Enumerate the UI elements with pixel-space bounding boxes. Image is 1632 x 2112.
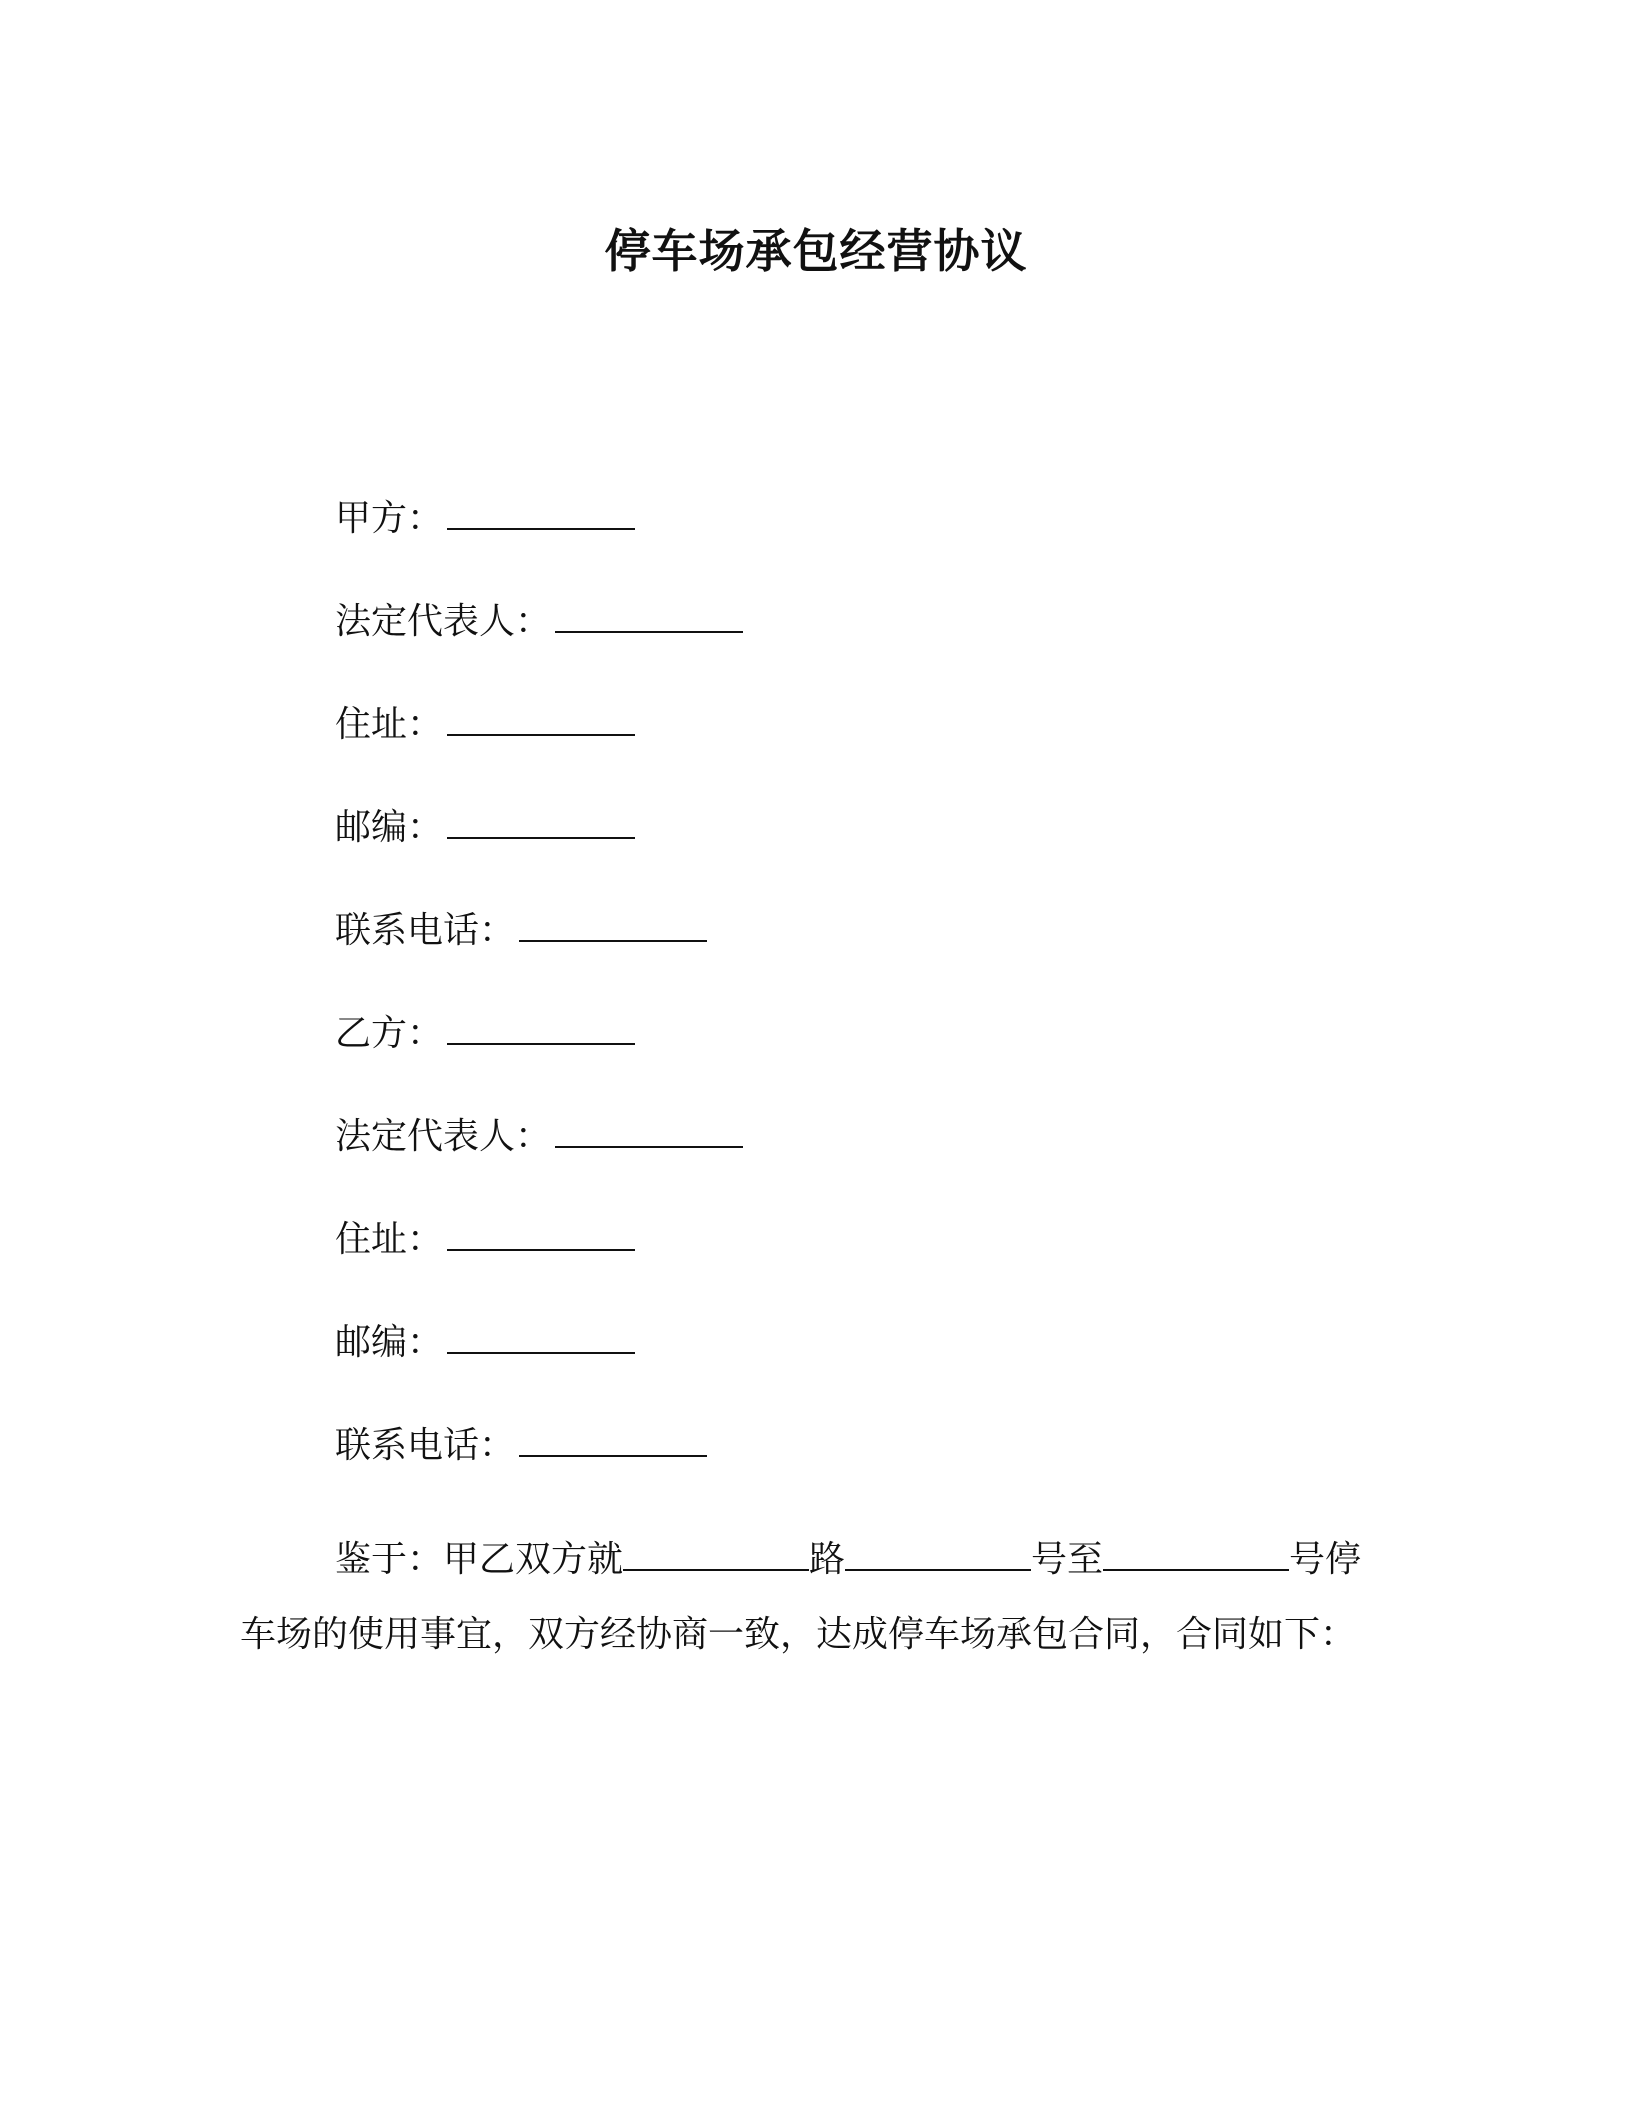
party-a-address-blank[interactable]	[447, 700, 635, 736]
party-b-rep-label: 法定代表人：	[335, 1116, 552, 1157]
party-a-postcode-field	[335, 803, 635, 853]
preamble-line-2: 车场的使用事宜，双方经协商一致，达成停车场承包合同，合同如下：	[240, 1614, 1357, 1655]
party-a-name-label: 甲方：	[335, 498, 444, 539]
party-b-rep-field	[335, 1112, 743, 1162]
preamble-line-1	[335, 1535, 1361, 1585]
party-b-phone-label: 联系电话：	[335, 1425, 516, 1466]
party-b-phone-blank[interactable]	[519, 1421, 707, 1457]
party-b-postcode-label: 邮编：	[335, 1322, 444, 1363]
preamble-part-1: 鉴于：甲乙双方就	[335, 1539, 624, 1580]
party-b-rep-blank[interactable]	[555, 1112, 743, 1148]
party-b-name-label: 乙方：	[335, 1013, 444, 1054]
preamble-part-4: 号停	[1289, 1539, 1362, 1580]
party-a-phone-field	[335, 906, 707, 956]
preamble-part-3: 号至	[1031, 1539, 1104, 1580]
party-a-name-field	[335, 494, 635, 544]
party-a-postcode-label: 邮编：	[335, 807, 444, 848]
party-b-name-field	[335, 1009, 635, 1059]
party-a-phone-label: 联系电话：	[335, 910, 516, 951]
party-b-postcode-field	[335, 1318, 635, 1368]
preamble-number-from-blank[interactable]	[845, 1535, 1031, 1571]
party-a-rep-blank[interactable]	[555, 597, 743, 633]
party-b-address-blank[interactable]	[447, 1215, 635, 1251]
preamble-road-blank[interactable]	[623, 1535, 809, 1571]
party-a-rep-field	[335, 597, 743, 647]
party-a-name-blank[interactable]	[447, 494, 635, 530]
party-a-address-field	[335, 700, 635, 750]
party-b-name-blank[interactable]	[447, 1009, 635, 1045]
party-b-postcode-blank[interactable]	[447, 1318, 635, 1354]
party-a-postcode-blank[interactable]	[447, 803, 635, 839]
party-b-phone-field	[335, 1421, 707, 1471]
party-b-address-field	[335, 1215, 635, 1265]
party-a-rep-label: 法定代表人：	[335, 601, 552, 642]
preamble-part-2: 路	[809, 1539, 846, 1580]
party-a-address-label: 住址：	[335, 704, 444, 745]
party-a-phone-blank[interactable]	[519, 906, 707, 942]
preamble-number-to-blank[interactable]	[1103, 1535, 1289, 1571]
party-b-address-label: 住址：	[335, 1219, 444, 1260]
document-title: 停车场承包经营协议	[604, 224, 1028, 278]
